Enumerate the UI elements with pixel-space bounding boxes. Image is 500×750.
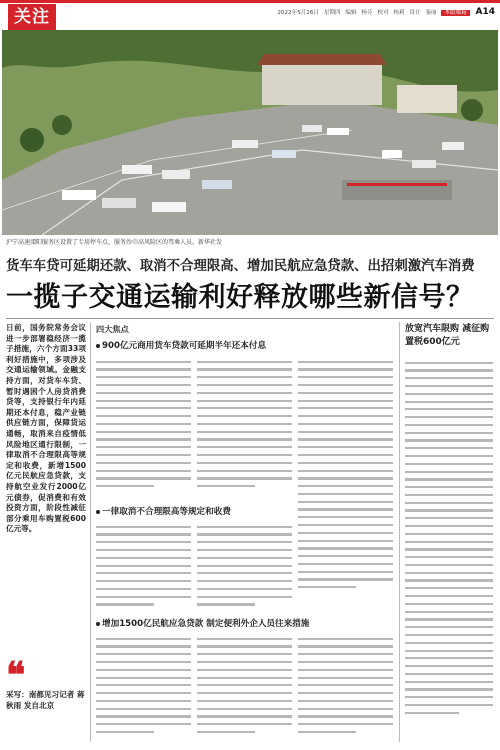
headline-divider <box>6 318 494 319</box>
editor-label: 编辑 <box>345 10 357 16</box>
proof-label: 校对 <box>377 10 389 16</box>
issue-weekday: 星期四 <box>323 10 341 16</box>
article-author: 采写：南都见习记者 蒋秋雨 发自北京 <box>6 690 85 710</box>
body-text-block <box>96 355 193 503</box>
proof-name: 杨莉 <box>393 10 405 16</box>
body-text-block <box>96 632 193 744</box>
bullet-icon <box>96 622 100 626</box>
subhead-aviation-loans <box>96 618 394 631</box>
contact-badge: 本版邮箱 <box>441 10 469 16</box>
body-text-block <box>405 356 495 744</box>
body-text-block <box>298 632 395 744</box>
article-headline: 一揽子交通运输利好释放哪些新信号？ <box>6 282 474 313</box>
designer-label: 设计 <box>409 10 421 16</box>
body-text-block <box>197 355 294 503</box>
body-text-block <box>197 520 294 615</box>
body-text-block <box>96 520 193 615</box>
page-meta <box>245 6 495 18</box>
subhead-truck-loans <box>96 340 394 353</box>
section-label: 四大焦点 <box>96 324 129 334</box>
article-lede: 日前，国务院常务会议进一步部署稳经济一揽子措施，六个方面33项利好措施中，多项涉及交通运输领域。金融支持方面，对货车车贷、暂时遇困个人房贷消费贷等，支持银行年内延期还本付息，稳产业链供应链方面，保障货运通畅，取消来自疫情低风险地区通行限制，一律取消不合理限高等规定和收费，新增1500亿元民航应急贷款，支持航空业发行2000亿元债券，促消费和有效投资方面，阶段性减征部分乘用车购置税600亿元等。 <box>6 323 86 534</box>
editor-name: 杨芬 <box>361 10 373 16</box>
body-text-block <box>298 355 395 615</box>
service-area-photo <box>2 30 498 235</box>
section-tag: 关注 <box>8 4 56 30</box>
bullet-icon <box>96 510 100 514</box>
designer-name: 秦丽 <box>425 10 437 16</box>
subhead-text: 900亿元商用货车贷款可延期半年还本付息 <box>102 341 267 351</box>
article-kicker: 货车车贷可延期还款、取消不合理限高、增加民航应急贷款、出招刺激汽车消费 <box>6 259 475 274</box>
sidebar-title: 放宽汽车限购 减征购置税600亿元 <box>405 324 490 347</box>
body-text-block <box>197 632 294 744</box>
page-number: A14 <box>475 7 495 17</box>
column-divider <box>90 322 91 742</box>
bullet-icon <box>96 344 100 348</box>
issue-date: 2022年5月26日 <box>277 10 320 16</box>
subhead-text: 增加1500亿民航应急贷款 制定便利外企人员往来措施 <box>102 619 310 629</box>
column-divider <box>399 322 400 742</box>
subhead-text: 一律取消不合理限高等规定和收费 <box>102 507 231 517</box>
subhead-remove-limits <box>96 506 294 519</box>
quote-mark-icon: ❝ <box>6 654 26 696</box>
top-rule <box>0 0 500 3</box>
photo-caption: 沪宁高速溧阳服务区设置了专用停车点，服务沙巾高风险区的驾乘人员。新华社发 <box>6 239 223 246</box>
